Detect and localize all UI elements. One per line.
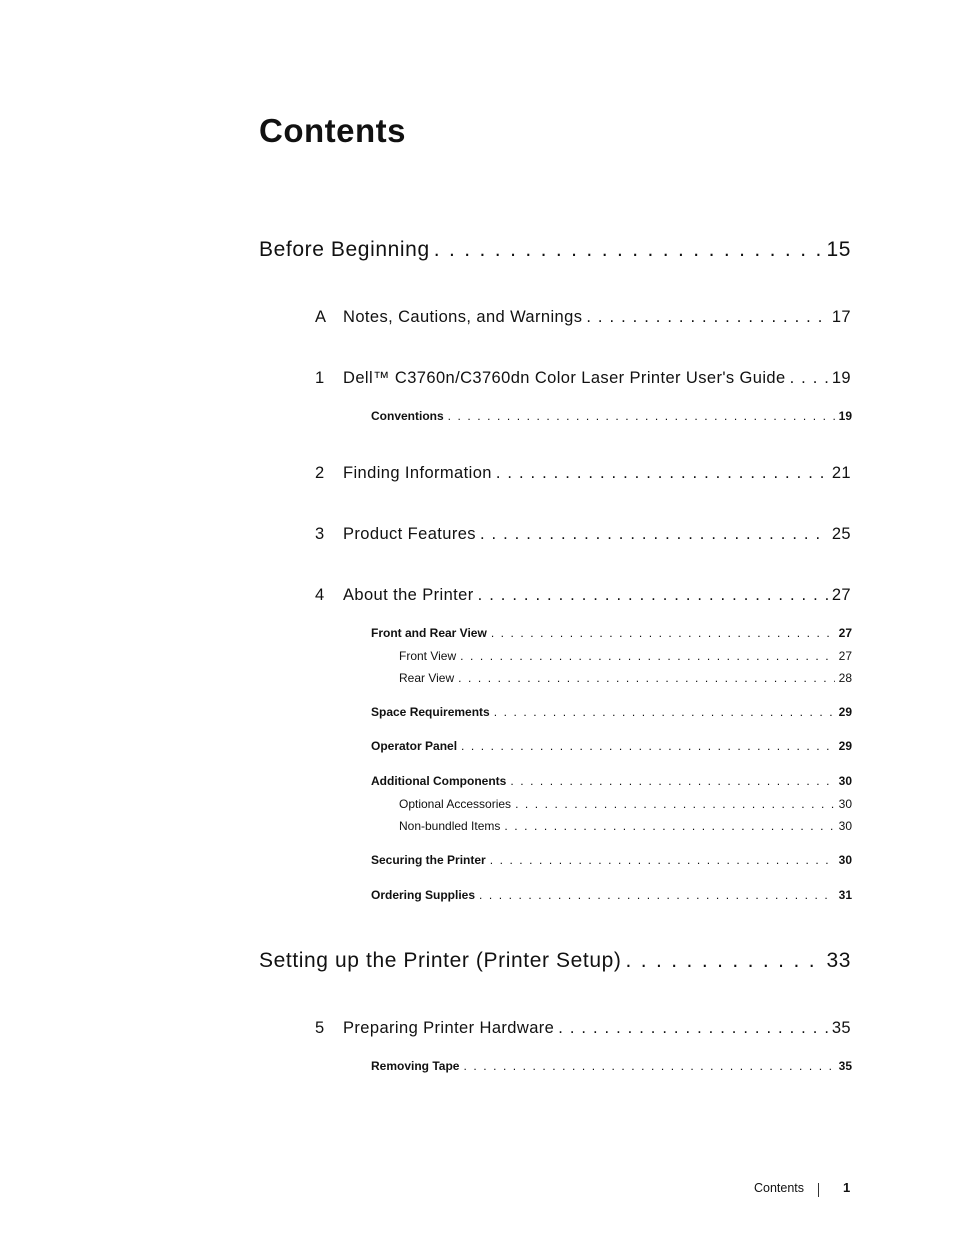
toc-page-number: 35 xyxy=(831,1019,851,1037)
dot-leader xyxy=(448,409,835,423)
toc-part-before-beginning[interactable] xyxy=(259,238,851,262)
toc-page-number: 15 xyxy=(826,238,851,261)
toc-entry-label: Product Features xyxy=(343,525,476,543)
toc-page-number: 19 xyxy=(838,409,852,423)
toc-subsection-optional-accessories[interactable] xyxy=(399,797,852,811)
toc-entry-label: Before Beginning xyxy=(259,238,430,261)
toc-page-number: 31 xyxy=(838,888,852,902)
page-title: Contents xyxy=(259,112,406,149)
dot-leader xyxy=(504,819,834,833)
toc-subsection-non-bundled-items[interactable] xyxy=(399,819,852,833)
toc-entry-label: Notes, Cautions, and Warnings xyxy=(343,308,583,326)
dot-leader xyxy=(625,949,822,973)
toc-chapter-about-the-printer[interactable] xyxy=(343,586,851,605)
dot-leader xyxy=(460,649,835,663)
toc-entry-label: Preparing Printer Hardware xyxy=(343,1019,555,1037)
toc-chapter-number: A xyxy=(315,308,327,326)
toc-chapter-number: 3 xyxy=(315,525,325,543)
toc-page-number: 30 xyxy=(838,853,852,867)
toc-entry-label: Dell™ C3760n/C3760dn Color Laser Printer User's Guide xyxy=(343,369,786,387)
dot-leader xyxy=(496,464,828,483)
toc-entry-label: Removing Tape xyxy=(371,1059,460,1073)
toc-chapter-finding-information[interactable] xyxy=(343,464,851,483)
toc-page-number: 30 xyxy=(838,774,852,788)
toc-entry-label: Ordering Supplies xyxy=(371,888,476,902)
toc-entry-label: Setting up the Printer (Printer Setup) xyxy=(259,949,622,972)
toc-section-front-and-rear-view[interactable] xyxy=(371,626,852,640)
toc-entry-label: Conventions xyxy=(371,409,444,423)
dot-leader xyxy=(461,739,835,753)
toc-page-number: 19 xyxy=(831,369,851,387)
toc-entry-label: Front View xyxy=(399,649,457,663)
dot-leader xyxy=(586,308,827,327)
dot-leader xyxy=(463,1059,834,1073)
toc-chapter-number: 4 xyxy=(315,586,325,604)
dot-leader xyxy=(510,774,834,788)
toc-page-number: 29 xyxy=(838,739,852,753)
toc-page-number: 35 xyxy=(838,1059,852,1073)
toc-entry-label: Rear View xyxy=(399,671,455,685)
toc-chapter-number: 5 xyxy=(315,1019,325,1037)
toc-section-operator-panel[interactable] xyxy=(371,739,852,753)
toc-chapter-notes-cautions-warnings[interactable] xyxy=(343,308,851,327)
toc-entry-label: Optional Accessories xyxy=(399,797,512,811)
toc-section-ordering-supplies[interactable] xyxy=(371,888,852,902)
footer-label: Contents xyxy=(754,1181,805,1195)
footer-page-number: 1 xyxy=(843,1180,851,1195)
toc-page-number: 27 xyxy=(838,649,852,663)
toc-part-setting-up-the-printer[interactable] xyxy=(259,949,851,973)
toc-entry-label: Non-bundled Items xyxy=(399,819,501,833)
toc-entry-label: Finding Information xyxy=(343,464,492,482)
toc-entry-label: Operator Panel xyxy=(371,739,458,753)
toc-entry-label: Space Requirements xyxy=(371,705,490,719)
toc-page-number: 21 xyxy=(831,464,851,482)
dot-leader xyxy=(558,1019,828,1038)
dot-leader xyxy=(478,586,828,605)
toc-page-number: 30 xyxy=(838,819,852,833)
toc-section-additional-components[interactable] xyxy=(371,774,852,788)
dot-leader xyxy=(491,626,835,640)
footer-divider xyxy=(818,1183,819,1197)
toc-page-number: 29 xyxy=(838,705,852,719)
toc-section-removing-tape[interactable] xyxy=(371,1059,852,1073)
toc-chapter-number: 1 xyxy=(315,369,325,387)
dot-leader xyxy=(494,705,835,719)
toc-entry-label: Front and Rear View xyxy=(371,626,487,640)
toc-page-number: 33 xyxy=(826,949,851,972)
toc-page-number: 27 xyxy=(838,626,852,640)
toc-chapter-product-features[interactable] xyxy=(343,525,851,544)
toc-chapter-users-guide[interactable] xyxy=(343,369,851,388)
toc-section-securing-the-printer[interactable] xyxy=(371,853,852,867)
dot-leader xyxy=(515,797,835,811)
toc-section-space-requirements[interactable] xyxy=(371,705,852,719)
dot-leader xyxy=(480,525,828,544)
toc-chapter-number: 2 xyxy=(315,464,325,482)
toc-subsection-rear-view[interactable] xyxy=(399,671,852,685)
dot-leader xyxy=(790,369,828,388)
toc-subsection-front-view[interactable] xyxy=(399,649,852,663)
toc-entry-label: About the Printer xyxy=(343,586,474,604)
dot-leader xyxy=(434,238,823,262)
dot-leader xyxy=(490,853,835,867)
toc-chapter-preparing-printer-hardware[interactable] xyxy=(343,1019,851,1038)
dot-leader xyxy=(458,671,835,685)
toc-page-number: 28 xyxy=(838,671,852,685)
dot-leader xyxy=(479,888,835,902)
toc-entry-label: Securing the Printer xyxy=(371,853,486,867)
toc-page-number: 17 xyxy=(831,308,851,326)
toc-page-number: 30 xyxy=(838,797,852,811)
toc-section-conventions[interactable] xyxy=(371,409,852,423)
toc-page-number: 27 xyxy=(831,586,851,604)
toc-page-number: 25 xyxy=(831,525,851,543)
toc-entry-label: Additional Components xyxy=(371,774,507,788)
